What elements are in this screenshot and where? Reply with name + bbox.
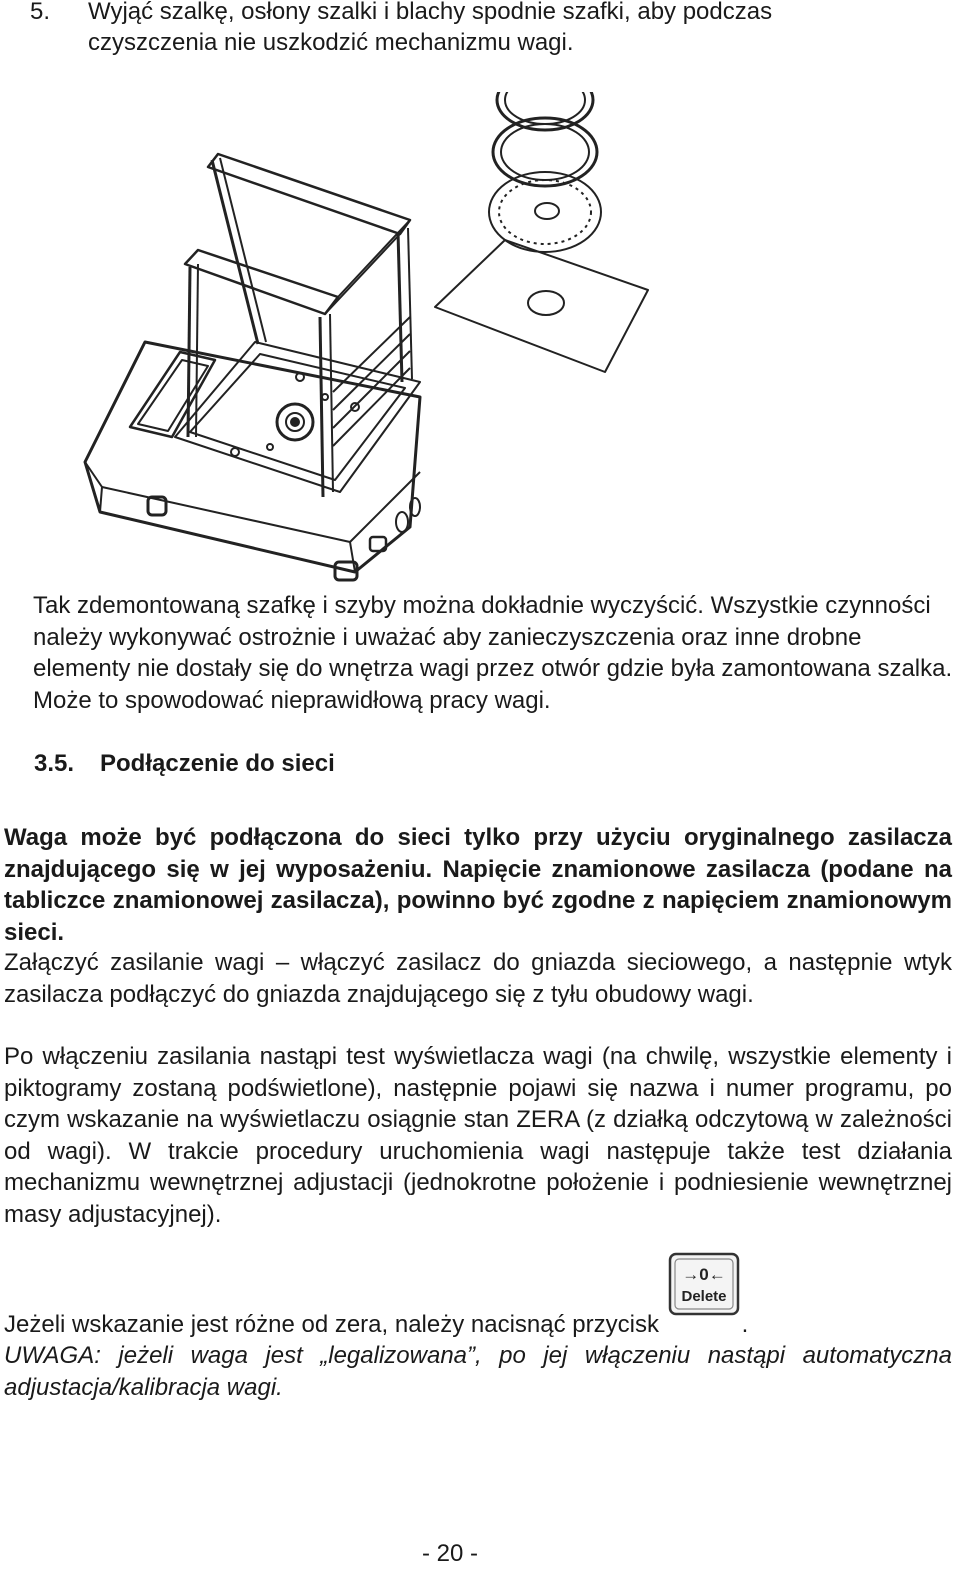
zero-paragraph — [4, 1265, 952, 1341]
step-number: 5. — [30, 0, 51, 25]
section-number: 3.5. — [34, 750, 75, 777]
zero-paragraph-end: . — [741, 1311, 749, 1338]
section-title: Podłączenie do sieci — [100, 750, 335, 777]
cleaning-paragraph: Tak zdemontowaną szafkę i szyby można dokładnie wyczyścić. Wszystkie czynności należy wykonywać ostrożnie i uważać aby zanieczyszczenia oraz inne drobne elementy nie dostały się do wnętrza wagi przez otwór gdzie była zamontowana szalka. Może to spowodować nieprawidłową pracy wagi. — [33, 592, 953, 714]
balance-disassembly-figure — [80, 92, 660, 592]
page-number: - 20 - — [421, 1540, 478, 1567]
key-bottom-label: Delete — [681, 1288, 727, 1305]
step-text: Wyjąć szalkę, osłony szalki i blachy spodnie szafki, aby podczas czyszczenia nie uszkodzić mechanizmu wagi. — [88, 0, 773, 56]
warning-paragraph: UWAGA: jeżeli waga jest „legalizowana”, po jej włączeniu nastąpi automatyczna adjustacja/kalibracja wagi. — [4, 1342, 952, 1401]
zero-paragraph-text: Jeżeli wskazanie jest różne od zera, należy nacisnąć przycisk — [4, 1311, 659, 1338]
zero-delete-key-icon — [668, 1252, 740, 1316]
connect-power-paragraph: Załączyć zasilanie wagi – włączyć zasilacz do gniazda sieciowego, a następnie wtyk zasilacza podłączyć do gniazda znajdującego się z tyłu obudowy wagi. — [4, 949, 952, 1008]
startup-paragraph: Po włączeniu zasilania nastąpi test wyświetlacza wagi (na chwilę, wszystkie elementy i piktogramy zostaną podświetlone), następnie pojawi się nazwa i numer programu, po czym wskazanie na wyświetlaczu osiągnie stan ZERA (z działką odczytową w zależności od wagi). W trakcie procedury uruchomienia wagi następuje także test działania mechanizmu wewnętrznej adjustacji (jednokrotne położenie i podniesienie wewnętrznej masy adjustacyjnej). — [4, 1043, 952, 1228]
section-heading — [34, 750, 335, 778]
power-supply-paragraph: Waga może być podłączona do sieci tylko przy użyciu oryginalnego zasilacza znajdującego się w jej wyposażeniu. Napięcie znamionowe zasilacza (podane na tabliczce znamionowej zasilacza), powinno być zgodne z napięciem znamionowym sieci. — [4, 824, 952, 946]
key-top-label: →0← — [681, 1265, 726, 1284]
